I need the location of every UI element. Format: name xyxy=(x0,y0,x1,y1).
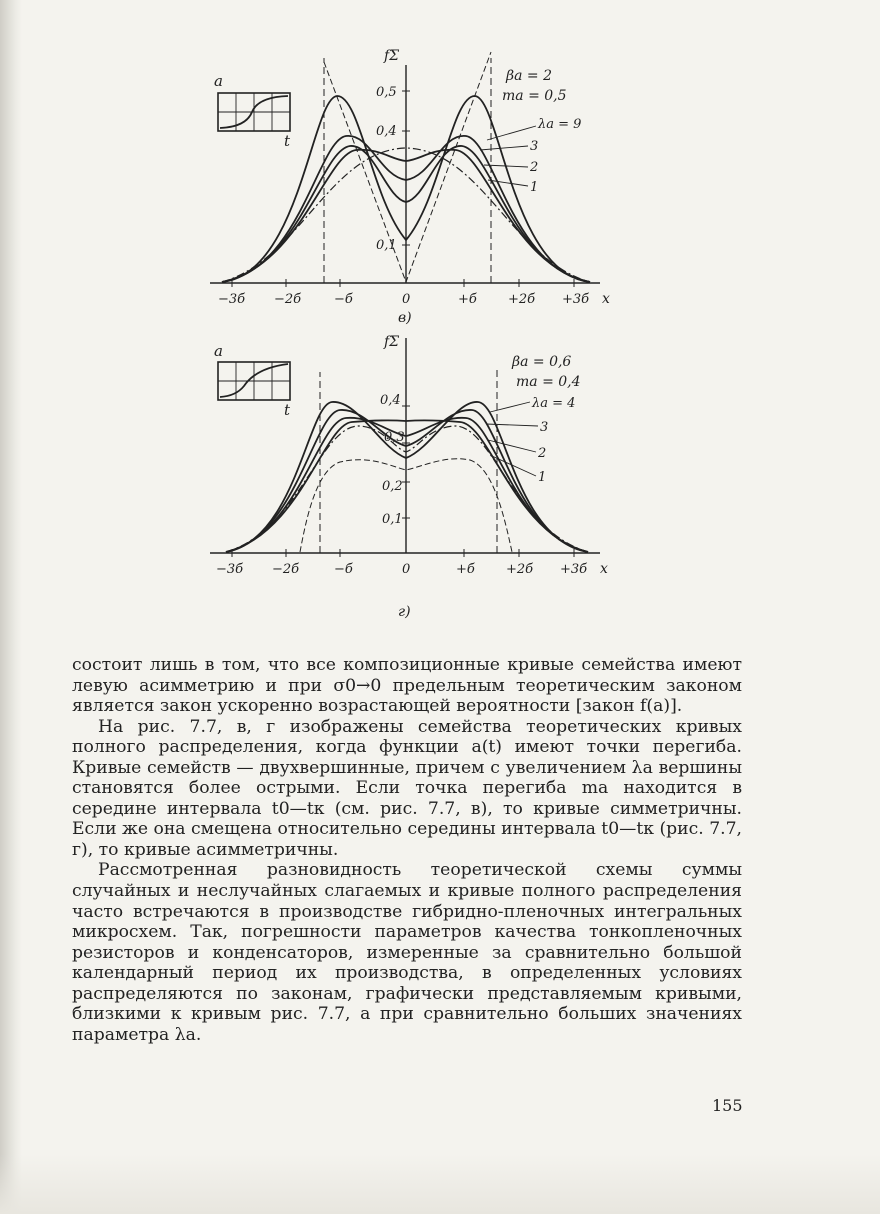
lower-figure-text xyxy=(214,334,608,620)
lower-curve-label-4: 1 xyxy=(538,470,547,485)
lower-xtick-2: −2б xyxy=(272,562,300,577)
lower-xtick-1: −3б xyxy=(216,562,244,577)
lower-curve-label-3: 2 xyxy=(538,446,547,461)
lower-xtick-5: +б xyxy=(456,562,475,577)
upper-figure-text xyxy=(214,48,610,326)
upper-xtick-3: −б xyxy=(334,292,353,307)
lower-xtick-7: +3б xyxy=(560,562,588,577)
upper-inset-y-label: a xyxy=(214,72,223,90)
upper-curve-label-2: 3 xyxy=(530,139,539,154)
upper-inset-x-label: t xyxy=(284,132,291,150)
lower-inset-x-label: t xyxy=(284,401,291,419)
lower-curve-2 xyxy=(226,418,588,552)
lower-inset xyxy=(218,362,290,400)
paragraph-3: Рассмотренная разновидность теоретической схемы суммы случайных и неслучайных слагаемых и кривые полного распределения часто встречаются в производстве гибридно-пленочных интегральных микросхем. Так, погрешности параметров качества тонкопленочных резисторов и конденсаторов, измеренные за сравнительно большой календарный период их производства, в определенных условиях распределяются по законам, графически представляемым кривыми, близкими к кривым рис. 7.7, а при сравнительно больших значениях параметра λa. xyxy=(72,860,742,1045)
upper-inset xyxy=(218,93,290,131)
upper-ytick-3: 0,1 xyxy=(376,238,397,253)
lower-curve-3 xyxy=(226,410,588,552)
lower-ytick-4: 0,1 xyxy=(382,512,403,527)
upper-xtick-7: +3б xyxy=(562,292,590,307)
upper-ytick-1: 0,5 xyxy=(376,85,397,100)
lower-inset-y-label: a xyxy=(214,342,223,360)
upper-curve-label-1: λa = 9 xyxy=(538,117,582,132)
upper-caption: в) xyxy=(398,310,412,326)
bottom-shade xyxy=(0,1154,880,1214)
lower-curve-label-1: λa = 4 xyxy=(532,396,576,411)
lower-curve-4 xyxy=(226,402,588,552)
lower-curve-1 xyxy=(226,420,588,552)
upper-xtick-6: +2б xyxy=(508,292,536,307)
upper-limit-curve xyxy=(324,52,491,282)
lower-caption: г) xyxy=(398,604,411,620)
lower-xtick-4: 0 xyxy=(402,562,411,577)
upper-xtick-2: −2б xyxy=(274,292,302,307)
lower-ytick-2: 0,3 xyxy=(384,430,405,445)
upper-xtick-4: 0 xyxy=(402,292,411,307)
upper-ytick-2: 0,4 xyxy=(376,124,397,139)
upper-param-1: βa = 2 xyxy=(506,68,552,84)
upper-xtick-1: −3б xyxy=(218,292,246,307)
lower-ytick-3: 0,2 xyxy=(382,479,403,494)
lower-xtick-6: +2б xyxy=(506,562,534,577)
body-text xyxy=(72,655,742,1045)
lower-param-1: βa = 0,6 xyxy=(512,354,572,370)
lower-param-2: ma = 0,4 xyxy=(516,374,581,390)
upper-curve-label-4: 1 xyxy=(530,180,539,195)
upper-xtick-5: +б xyxy=(458,292,477,307)
lower-y-axis-label: fΣ xyxy=(384,334,400,350)
upper-curve-label-3: 2 xyxy=(530,160,539,175)
page-number: 155 xyxy=(712,1096,743,1115)
upper-param-2: ma = 0,5 xyxy=(502,88,567,104)
paragraph-1: состоит лишь в том, что все композиционные кривые семейства имеют левую асимметрию и при σ0→0 предельным теоретическим законом является закон ускоренно возрастающей вероятности [закон f(a)]. xyxy=(72,655,742,717)
upper-x-axis-label: x xyxy=(602,291,610,307)
paragraph-2: На рис. 7.7, в, г изображены семейства теоретических кривых полного распределения, когда функции a(t) имеют точки перегиба. Кривые семейств — двухвершинные, причем с увеличением λa вершины становятся более острыми. Если точка перегиба ma находится в середине интервала t0—tк (см. рис. 7.7, в), то кривые симметричны. Если же она смещена относительно середины интервала t0—tк (рис. 7.7, г), то кривые асимметричны. xyxy=(72,716,742,860)
lower-x-axis-label: x xyxy=(600,561,608,577)
lower-ytick-1: 0,4 xyxy=(380,393,401,408)
upper-y-axis-label: fΣ xyxy=(384,48,400,64)
lower-xtick-3: −б xyxy=(334,562,353,577)
lower-curve-label-2: 3 xyxy=(540,420,549,435)
